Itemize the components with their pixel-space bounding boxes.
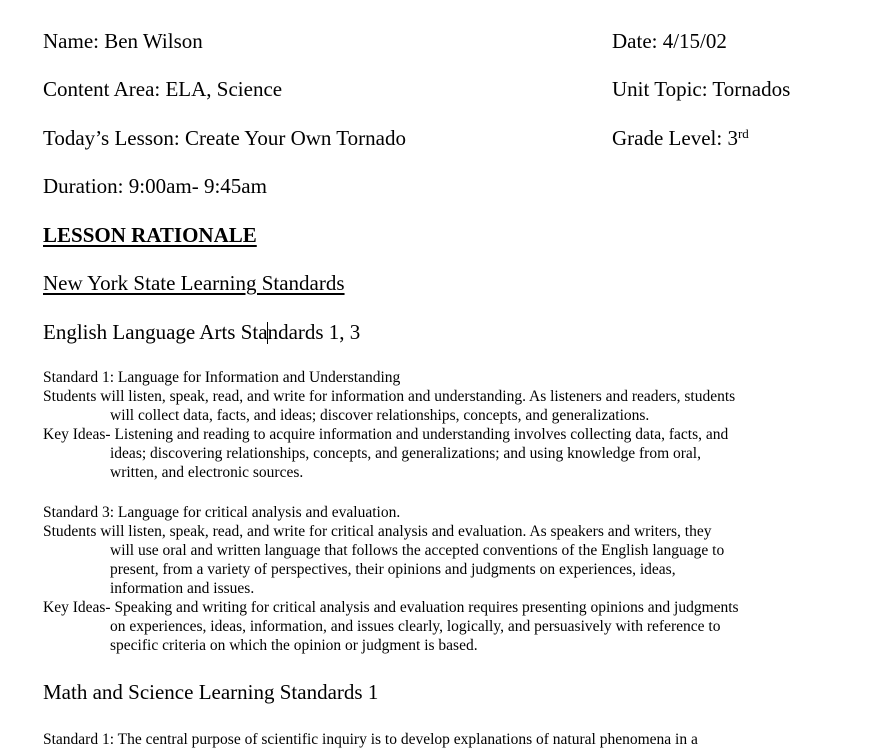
duration: Duration: 9:00am- 9:45am bbox=[43, 174, 267, 198]
ela-standards-heading[interactable] bbox=[43, 320, 360, 344]
standard-1-students-line-2: will collect data, facts, and ideas; discover relationships, concepts, and generalizations. bbox=[110, 407, 650, 424]
ela-standard-3 bbox=[43, 503, 833, 655]
content-area: Content Area: ELA, Science bbox=[43, 77, 283, 101]
lesson-date: Date: 4/15/02 bbox=[612, 29, 727, 53]
unit-topic: Unit Topic: Tornados bbox=[612, 77, 791, 101]
grade-level-ordinal: rd bbox=[737, 126, 749, 141]
math-science-standards-heading: Math and Science Learning Standards 1 bbox=[43, 680, 379, 704]
standard-1-key-ideas-line-3: written, and electronic sources. bbox=[110, 464, 304, 481]
nys-standards-subheading: New York State Learning Standards bbox=[43, 271, 345, 295]
standard-3-title: Standard 3: Language for critical analysis and evaluation. bbox=[43, 504, 401, 521]
ela-standard-1 bbox=[43, 368, 833, 482]
teacher-name: Name: Ben Wilson bbox=[43, 29, 203, 53]
grade-level bbox=[612, 126, 749, 150]
standard-3-key-ideas-line-1: Key Ideas- Speaking and writing for critical analysis and evaluation requires presenting opinions and judgments bbox=[43, 599, 739, 616]
todays-lesson: Today’s Lesson: Create Your Own Tornado bbox=[43, 126, 406, 150]
standard-3-students-line-4: information and issues. bbox=[110, 580, 255, 597]
standard-1-key-ideas-line-1: Key Ideas- Listening and reading to acquire information and understanding involves collecting data, facts, and bbox=[43, 426, 729, 443]
grade-level-value: Grade Level: 3 bbox=[612, 126, 738, 150]
standard-1-key-ideas-line-2: ideas; discovering relationships, concepts, and generalizations; and using knowledge from oral, bbox=[110, 445, 701, 462]
standard-3-students-line-3: present, from a variety of perspectives, their opinions and judgments on experiences, ideas, bbox=[110, 561, 676, 578]
standard-3-key-ideas-line-3: specific criteria on which the opinion or judgment is based. bbox=[110, 637, 478, 654]
ela-heading-text-b: ndards 1, 3 bbox=[267, 320, 361, 344]
ela-heading-text-a: English Language Arts Sta bbox=[43, 320, 268, 344]
lesson-rationale-heading: LESSON RATIONALE bbox=[43, 223, 257, 247]
math-science-standard-1 bbox=[43, 730, 833, 749]
standard-1-students-line-1: Students will listen, speak, read, and write for information and understanding. As listeners and readers, students bbox=[43, 388, 736, 405]
standard-3-students-line-1: Students will listen, speak, read, and write for critical analysis and evaluation. As speakers and writers, they bbox=[43, 523, 712, 540]
standard-3-students-line-2: will use oral and written language that follows the accepted conventions of the English language to bbox=[110, 542, 725, 559]
math-standard-1-line-1: Standard 1: The central purpose of scientific inquiry is to develop explanations of natural phenomena in a bbox=[43, 731, 698, 748]
standard-1-title: Standard 1: Language for Information and Understanding bbox=[43, 369, 401, 386]
standard-3-key-ideas-line-2: on experiences, ideas, information, and issues clearly, logically, and persuasively with reference to bbox=[110, 618, 721, 635]
